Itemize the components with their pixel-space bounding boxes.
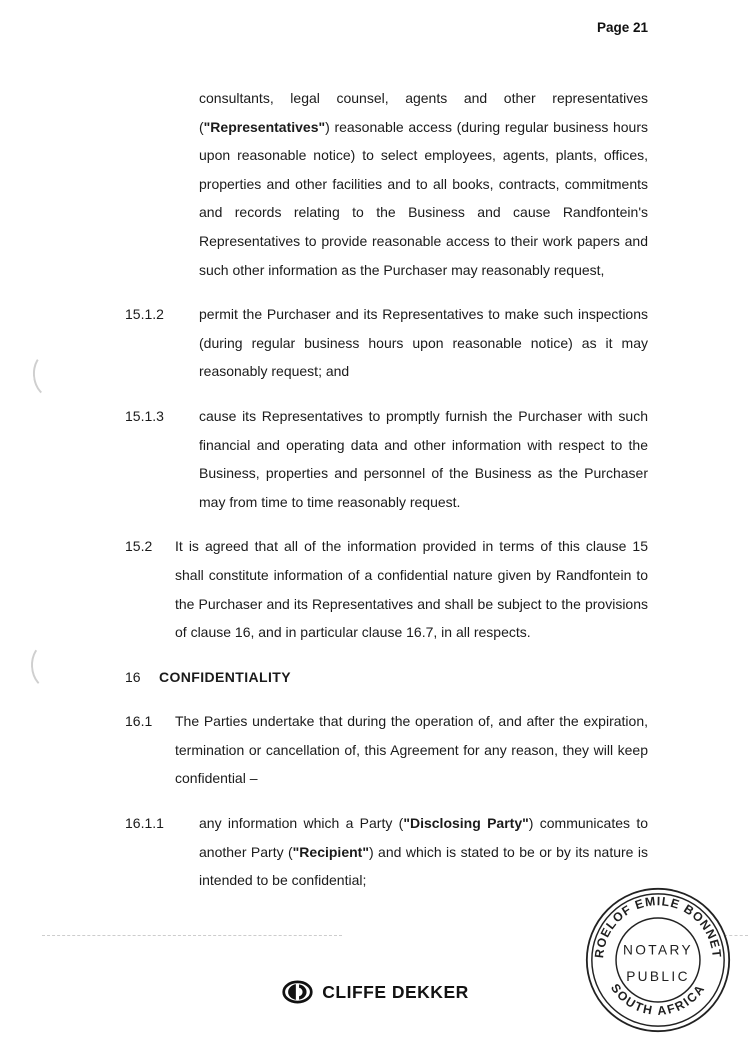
text-segment: "Disclosing Party" — [403, 815, 529, 832]
stamp-notary-text: NOTARY — [623, 942, 693, 958]
clause-text — [159, 663, 648, 692]
cliffe-dekker-logo-icon — [281, 980, 314, 1004]
stamp-arc-bottom-text: SOUTH AFRICA — [607, 981, 709, 1018]
text-segment: any information which a Party ( — [199, 815, 404, 832]
stamp-arc-top-text: ROELOF EMILE BONNET — [592, 894, 724, 959]
text-segment: "Recipient" — [292, 843, 369, 860]
clause-15.1.2 — [125, 300, 648, 386]
scan-artifact-arc — [31, 350, 70, 399]
text-segment: consultants, legal counsel, agents and other representatives ( — [199, 90, 648, 135]
text-segment: ) communicates to another Party ( — [199, 815, 648, 860]
clause-text — [199, 300, 648, 386]
stamp-public-text: PUBLIC — [626, 968, 690, 984]
clause-number: 15.1.3 — [125, 407, 164, 424]
clause-text — [175, 532, 648, 646]
text-segment: "Representatives" — [203, 118, 326, 135]
clause-number: 16.1.1 — [125, 815, 164, 832]
clause-text — [199, 402, 648, 516]
text-segment: It is agreed that all of the information provided in terms of this clause 15 shall constitute information of a confidential nature given by Randfontein to the Purchaser and its Representatives and shall be subject to the provisions of clause 16, and in particular clause 16.7, in all respects. — [175, 538, 648, 641]
text-segment: cause its Representatives to promptly furnish the Purchaser with such financial and operating data and other information with respect to the Business, properties and personnel of the Business as the Purchaser may from time to time reasonably request. — [199, 407, 648, 510]
document-body — [125, 84, 648, 911]
cliffe-dekker-logo-text: CLIFFE DEKKER — [322, 981, 469, 1002]
clause-text — [199, 809, 648, 895]
clause-continuation — [125, 84, 648, 284]
clause-number: 16 — [125, 668, 141, 685]
clause-number: 16.1 — [125, 713, 153, 730]
scan-artifact-dashes — [42, 935, 342, 936]
notary-stamp — [585, 887, 731, 1033]
text-segment: ) reasonable access (during regular business hours upon reasonable notice) to select employees, agents, plants, offices, properties and other facilities and to all books, contracts, commitments and records relating to the Business and cause Randfontein's Representatives to provide reasonable access to their work papers and such other information as the Purchaser may reasonably request, — [199, 118, 648, 278]
text-segment: The Parties undertake that during the operation of, and after the expiration, termination or cancellation of, this Agreement for any reason, they will keep confidential – — [175, 713, 648, 787]
scan-artifact-arc — [29, 642, 66, 690]
clause-16.1.1 — [125, 809, 648, 895]
clause-number: 15.1.2 — [125, 306, 164, 323]
text-segment: permit the Purchaser and its Representatives to make such inspections (during regular business hours upon reasonable notice) as it may reasonably request; and — [199, 306, 648, 380]
text-segment: ) and which is stated to be or by its nature is intended to be confidential; — [199, 843, 648, 889]
page-number: Page 21 — [596, 20, 648, 35]
clause-number: 15.2 — [125, 538, 153, 555]
text-segment: CONFIDENTIALITY — [159, 668, 291, 685]
clause-15.1.3 — [125, 402, 648, 516]
clause-16.1 — [125, 707, 648, 793]
clause-number — [125, 84, 199, 284]
clause-text — [175, 707, 648, 793]
stamp-inner-ring — [616, 918, 700, 1002]
clause-text — [199, 84, 648, 284]
clause-15.2 — [125, 532, 648, 646]
clause-16 — [125, 663, 648, 692]
